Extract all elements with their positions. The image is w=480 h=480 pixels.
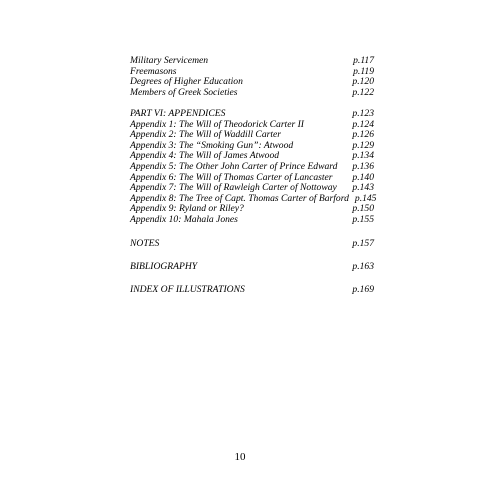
toc-entry-title: Degrees of Higher Education <box>130 76 243 88</box>
toc-entry <box>130 215 374 226</box>
toc-entry-title: Appendix 7: The Will of Rawleigh Carter of Nottoway <box>130 182 337 194</box>
toc-entry-title: Freemasons <box>130 65 177 77</box>
toc-entry-page: p.129 <box>352 139 374 151</box>
toc-entry-title: Appendix 9: Ryland or Riley? <box>130 203 244 215</box>
toc-entry <box>130 88 374 99</box>
toc-entry-title: INDEX OF ILLUSTRATIONS <box>130 283 245 295</box>
toc-entry-title: Appendix 6: The Will of Thomas Carter of Lancaster <box>130 171 333 183</box>
toc-entry-title: PART VI: APPENDICES <box>130 107 226 119</box>
toc-entry-page: p.123 <box>352 107 374 119</box>
toc-entry <box>130 285 374 296</box>
toc-entry-page: p.155 <box>352 213 374 225</box>
toc-entry-title: Appendix 4: The Will of James Atwood <box>130 150 280 162</box>
toc-entry <box>130 262 374 273</box>
toc-section-people <box>130 56 374 98</box>
toc-entry-page: p.136 <box>352 160 374 172</box>
toc-entry-page: p.143 <box>352 182 374 194</box>
page-number: 10 <box>234 451 246 463</box>
toc-entry-page: p.150 <box>352 203 374 215</box>
toc-entry-page: p.134 <box>352 150 374 162</box>
toc-entry-page: p.124 <box>352 118 374 130</box>
toc-entry-page: p.145 <box>354 192 377 204</box>
toc-entry-page: p.120 <box>352 76 374 88</box>
toc-entry <box>130 162 374 173</box>
toc-section-notes <box>130 239 374 250</box>
toc-entry-page: p.140 <box>352 171 374 183</box>
toc-entry <box>130 109 374 120</box>
toc-entry-page: p.126 <box>352 129 374 141</box>
toc-entry-page: p.117 <box>353 55 374 66</box>
toc-entry-title: Appendix 2: The Will of Waddill Carter <box>130 129 282 141</box>
toc-entry-page: p.163 <box>352 260 374 272</box>
toc-section-bibliography <box>130 262 374 273</box>
toc-entry-title: BIBLIOGRAPHY <box>130 260 198 272</box>
toc-entry-title: Military Servicemen <box>130 55 209 66</box>
toc-section-index <box>130 285 374 296</box>
toc-entry-title: Members of Greek Societies <box>130 86 238 98</box>
toc-entry <box>130 56 374 67</box>
toc-entry-title: Appendix 8: The Tree of Capt. Thomas Carter of Barford <box>130 192 349 204</box>
toc-entry-title: NOTES <box>130 237 160 249</box>
toc-section-appendices <box>130 107 377 226</box>
toc-entry-title: Appendix 5: The Other John Carter of Prince Edward <box>130 160 338 172</box>
toc-entry-page: p.122 <box>352 86 374 98</box>
toc-entry <box>130 239 374 250</box>
toc-entry-page: p.157 <box>352 237 374 249</box>
toc-entry-title: Appendix 10: Mahala Jones <box>130 213 238 225</box>
toc-entry-title: Appendix 3: The “Smoking Gun”: Atwood <box>130 139 294 151</box>
toc-entry-page: p.119 <box>353 65 374 77</box>
toc-entry-title: Appendix 1: The Will of Theodorick Carter II <box>130 118 304 130</box>
toc-entry-page: p.169 <box>352 283 374 295</box>
table-of-contents <box>130 55 377 295</box>
